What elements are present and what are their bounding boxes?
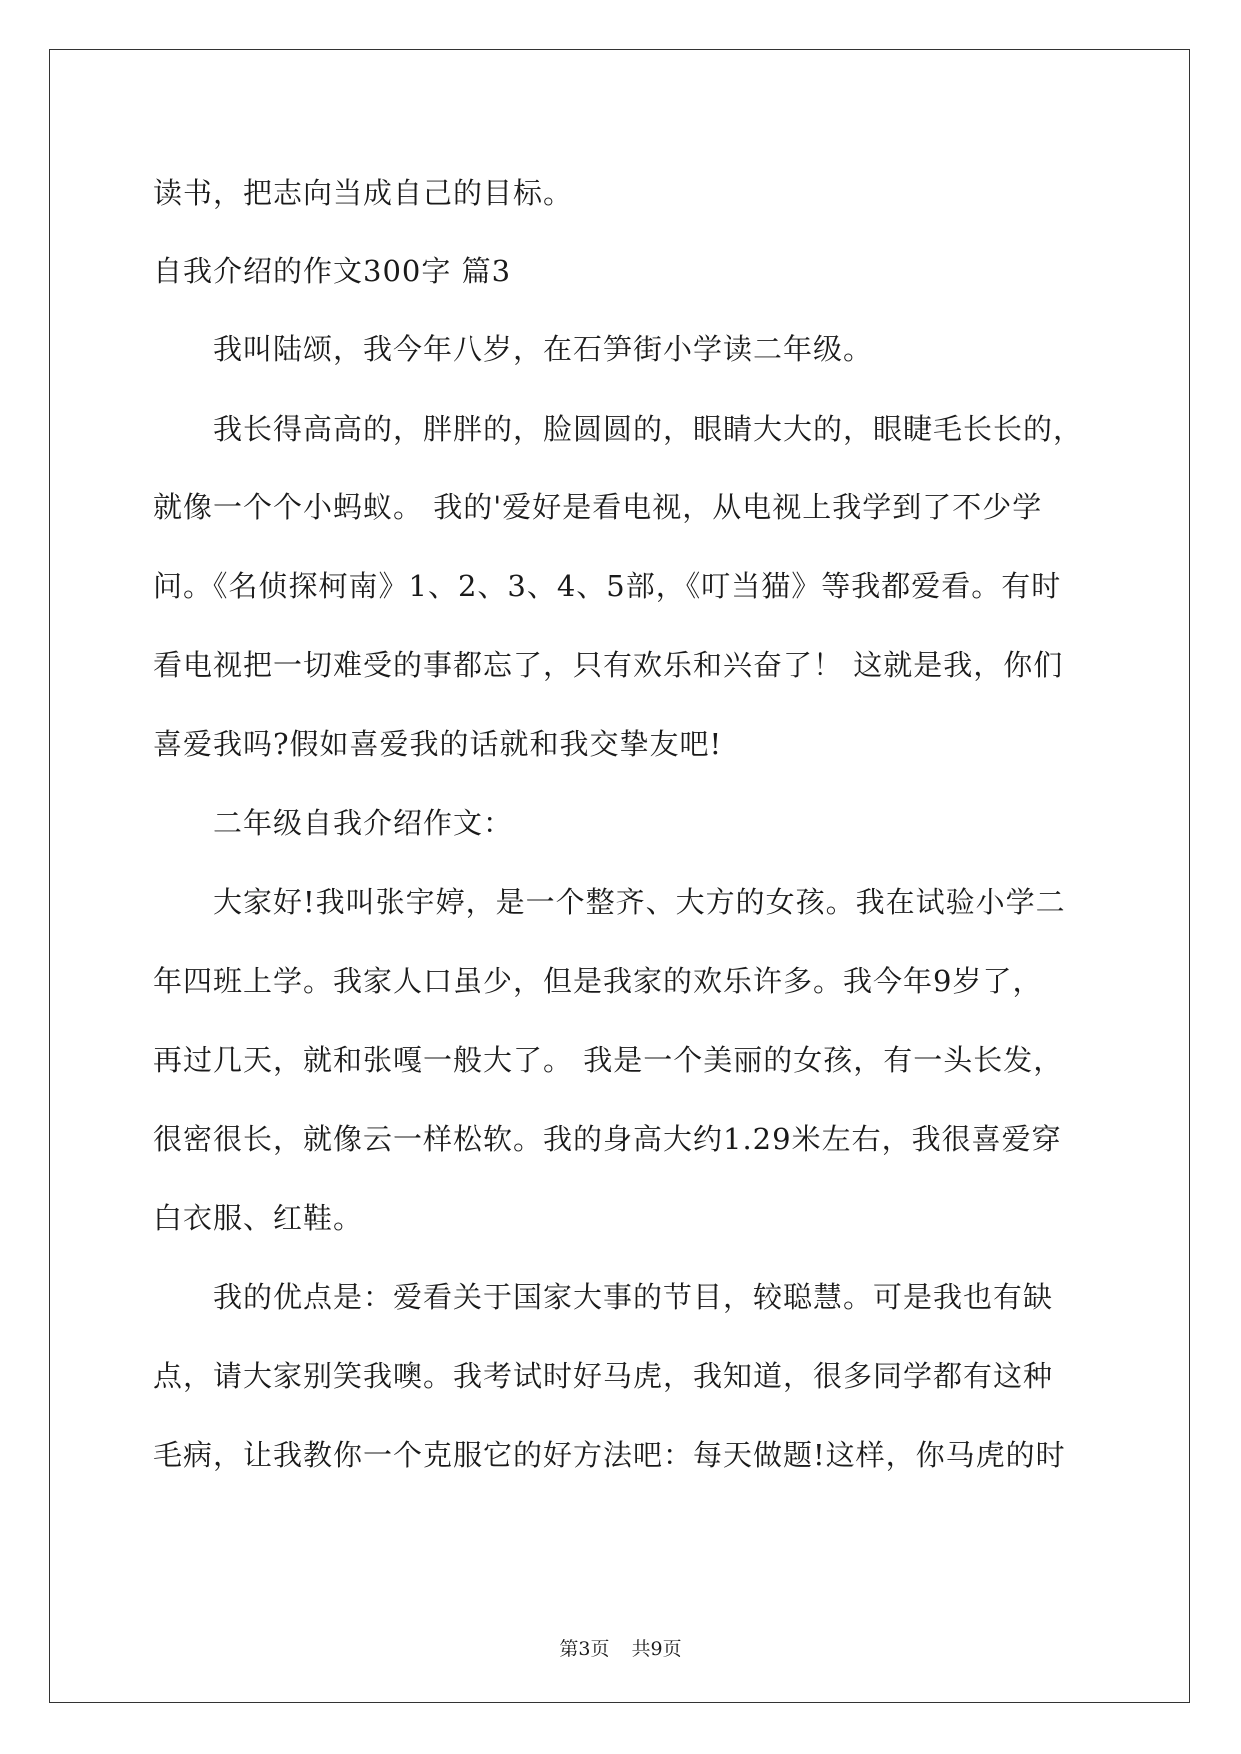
text-line-12: 再过几天，就和张嘎一般大了。 我是一个美丽的女孩，有一头长发，: [153, 1043, 1064, 1077]
text-line-8: 喜爱我吗?假如喜爱我的话就和我交挚友吧!: [153, 727, 723, 761]
text-line-3: 我叫陆颂，我今年八岁，在石笋街小学读二年级。: [213, 332, 874, 366]
text-line-10: 大家好!我叫张宇婷，是一个整齐、大方的女孩。我在试验小学二: [213, 885, 1066, 919]
text-line-13: 很密很长，就像云一样松软。我的身高大约1.29米左右，我很喜爱穿: [153, 1122, 1062, 1156]
text-line-4: 我长得高高的，胖胖的，脸圆圆的，眼睛大大的，眼睫毛长长的，: [213, 412, 1084, 446]
page-footer: [0, 1637, 1241, 1661]
text-line-5: 就像一个个小蚂蚁。 我的'爱好是看电视，从电视上我学到了不少学: [153, 490, 1043, 524]
page-total: 共9页: [631, 1638, 682, 1660]
subheading: 二年级自我介绍作文：: [213, 806, 514, 840]
section-heading: 自我介绍的作文300字 篇3: [153, 254, 512, 288]
text-line-17: 毛病，让我教你一个克服它的好方法吧：每天做题!这样，你马虎的时: [153, 1438, 1066, 1472]
text-line-15: 我的优点是：爱看关于国家大事的节目，较聪慧。可是我也有缺: [213, 1280, 1054, 1314]
page-number: 第3页: [559, 1638, 610, 1660]
text-line-1: 读书，把志向当成自己的目标。: [153, 176, 574, 210]
text-line-14: 白衣服、红鞋。: [153, 1201, 364, 1235]
text-line-11: 年四班上学。我家人口虽少，但是我家的欢乐许多。我今年9岁了，: [153, 964, 1043, 998]
text-line-7: 看电视把一切难受的事都忘了，只有欢乐和兴奋了！ 这就是我，你们: [153, 648, 1064, 682]
text-line-16: 点，请大家别笑我噢。我考试时好马虎，我知道，很多同学都有这种: [153, 1359, 1054, 1393]
text-line-6: 问。《名侦探柯南》1、2、3、4、5部，《叮当猫》等我都爱看。有时: [153, 569, 1062, 603]
